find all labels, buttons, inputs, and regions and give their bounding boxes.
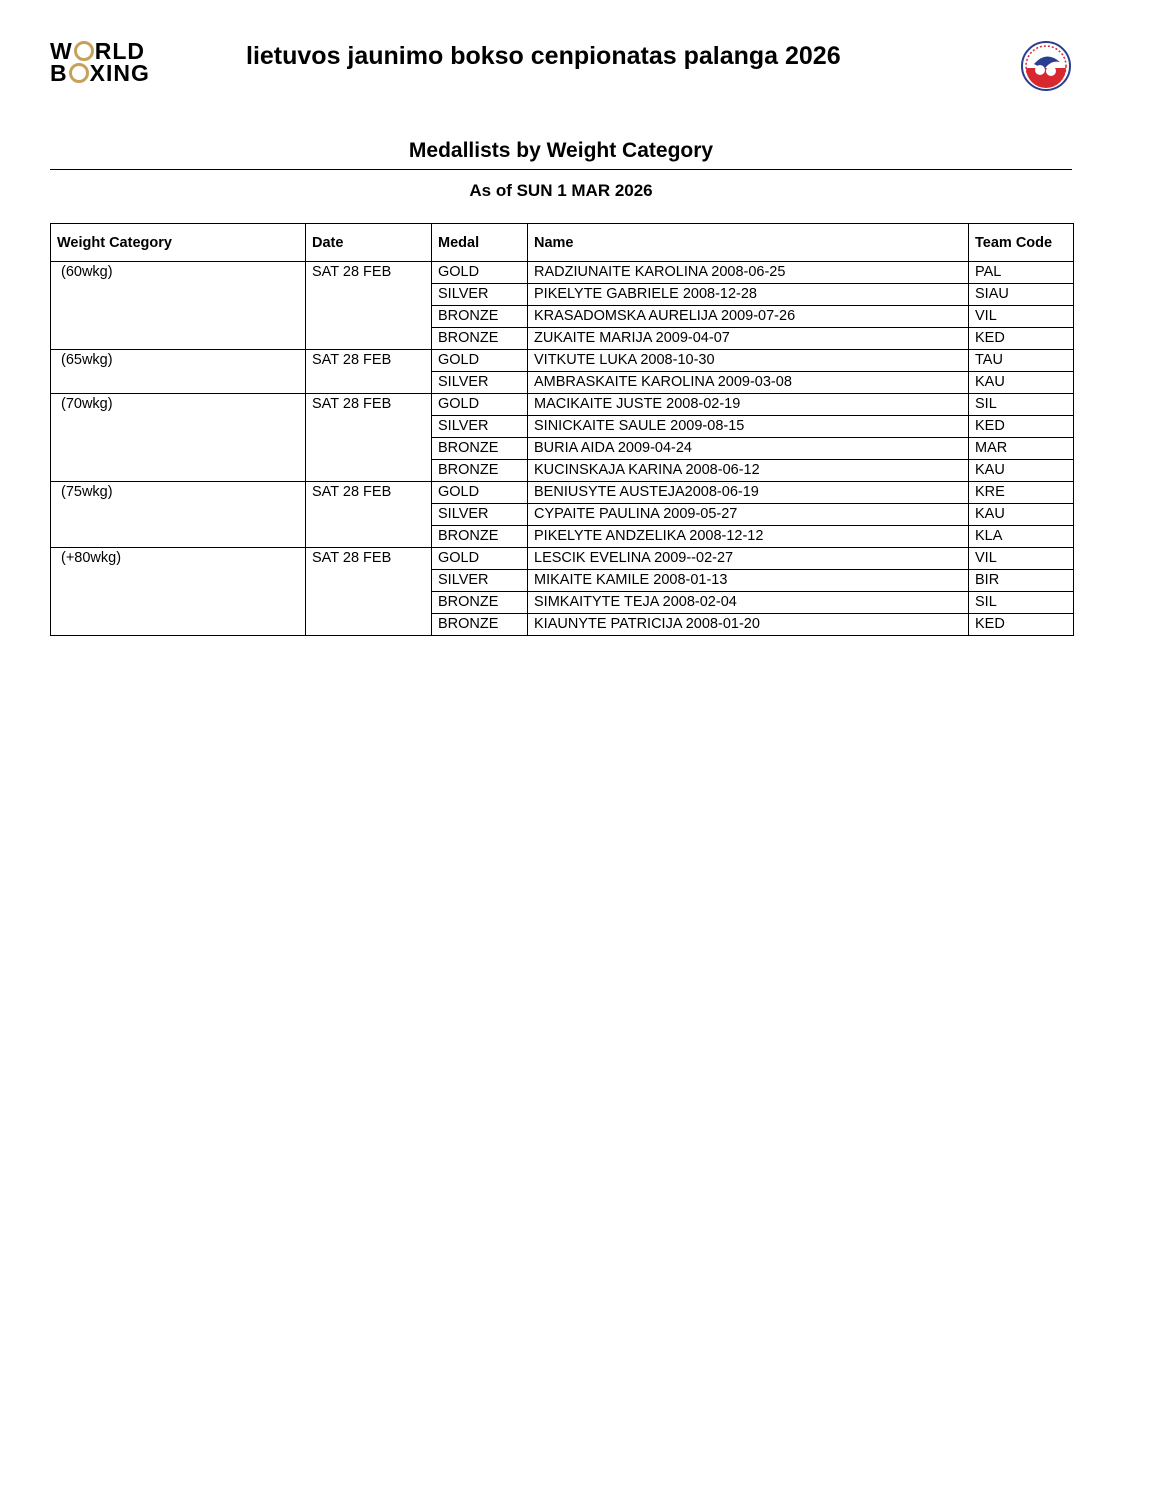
table-row [51, 482, 1074, 504]
team-code-cell: KAU [969, 372, 1074, 394]
medal-cell: GOLD [432, 394, 528, 416]
weight-category-cell: (60wkg) [51, 262, 306, 350]
weight-category-cell: (+80wkg) [51, 548, 306, 636]
medal-cell: GOLD [432, 350, 528, 372]
team-code-cell: MAR [969, 438, 1074, 460]
column-header-name: Name [528, 224, 969, 262]
name-cell: AMBRASKAITE KAROLINA 2009-03-08 [528, 372, 969, 394]
column-header-weight-category: Weight Category [51, 224, 306, 262]
table-header-row [51, 224, 1074, 262]
name-cell: LESCIK EVELINA 2009--02-27 [528, 548, 969, 570]
team-code-cell: SIL [969, 592, 1074, 614]
page-header [0, 0, 1152, 110]
column-header-medal: Medal [432, 224, 528, 262]
date-cell: SAT 28 FEB [306, 350, 432, 394]
medal-cell: BRONZE [432, 526, 528, 548]
weight-category-cell: (75wkg) [51, 482, 306, 548]
medal-cell: GOLD [432, 548, 528, 570]
name-cell: BENIUSYTE AUSTEJA2008-06-19 [528, 482, 969, 504]
table-row [51, 350, 1074, 372]
table-row [51, 394, 1074, 416]
name-cell: RADZIUNAITE KAROLINA 2008-06-25 [528, 262, 969, 284]
team-code-cell: VIL [969, 306, 1074, 328]
team-code-cell: KRE [969, 482, 1074, 504]
name-cell: PIKELYTE GABRIELE 2008-12-28 [528, 284, 969, 306]
logo-text: W [50, 38, 73, 64]
team-code-cell: TAU [969, 350, 1074, 372]
medal-cell: SILVER [432, 504, 528, 526]
medal-cell: GOLD [432, 482, 528, 504]
name-cell: KIAUNYTE PATRICIJA 2008-01-20 [528, 614, 969, 636]
medal-cell: SILVER [432, 284, 528, 306]
name-cell: BURIA AIDA 2009-04-24 [528, 438, 969, 460]
title-divider [50, 169, 1072, 170]
name-cell: MACIKAITE JUSTE 2008-02-19 [528, 394, 969, 416]
medal-cell: BRONZE [432, 614, 528, 636]
column-header-date: Date [306, 224, 432, 262]
logo-line-2 [50, 62, 150, 85]
team-code-cell: VIL [969, 548, 1074, 570]
name-cell: VITKUTE LUKA 2008-10-30 [528, 350, 969, 372]
date-cell: SAT 28 FEB [306, 548, 432, 636]
team-code-cell: SIAU [969, 284, 1074, 306]
medal-cell: BRONZE [432, 328, 528, 350]
name-cell: KRASADOMSKA AURELIJA 2009-07-26 [528, 306, 969, 328]
team-code-cell: PAL [969, 262, 1074, 284]
medal-cell: SILVER [432, 372, 528, 394]
team-code-cell: BIR [969, 570, 1074, 592]
world-boxing-logo [50, 40, 190, 86]
team-code-cell: KAU [969, 460, 1074, 482]
logo-text: B [50, 60, 68, 86]
name-cell: ZUKAITE MARIJA 2009-04-07 [528, 328, 969, 350]
logo-text: XING [89, 60, 150, 86]
report-title: Medallists by Weight Category [408, 139, 714, 162]
medal-cell: SILVER [432, 416, 528, 438]
weight-category-cell: (70wkg) [51, 394, 306, 482]
logo-text: RLD [94, 38, 145, 64]
team-code-cell: KED [969, 614, 1074, 636]
medal-cell: BRONZE [432, 306, 528, 328]
date-cell: SAT 28 FEB [306, 394, 432, 482]
table-row [51, 262, 1074, 284]
team-code-cell: SIL [969, 394, 1074, 416]
logo-ring-icon [69, 63, 89, 83]
name-cell: SIMKAITYTE TEJA 2008-02-04 [528, 592, 969, 614]
logo-ring-icon [74, 41, 94, 61]
team-code-cell: KLA [969, 526, 1074, 548]
medal-cell: BRONZE [432, 460, 528, 482]
column-header-team-code: Team Code [969, 224, 1074, 262]
name-cell: PIKELYTE ANDZELIKA 2008-12-12 [528, 526, 969, 548]
date-cell: SAT 28 FEB [306, 482, 432, 548]
medal-cell: BRONZE [432, 438, 528, 460]
medal-cell: SILVER [432, 570, 528, 592]
medal-cell: BRONZE [432, 592, 528, 614]
medallists-table [50, 223, 1074, 636]
name-cell: KUCINSKAJA KARINA 2008-06-12 [528, 460, 969, 482]
as-of-date: As of SUN 1 MAR 2026 [469, 181, 653, 200]
name-cell: MIKAITE KAMILE 2008-01-13 [528, 570, 969, 592]
table-row [51, 548, 1074, 570]
table-body [51, 262, 1074, 636]
federation-emblem-icon [1020, 40, 1072, 92]
event-title: lietuvos jaunimo bokso cenpionatas palanga 2026 [246, 42, 841, 70]
team-code-cell: KED [969, 328, 1074, 350]
team-code-cell: KED [969, 416, 1074, 438]
team-code-cell: KAU [969, 504, 1074, 526]
medal-cell: GOLD [432, 262, 528, 284]
name-cell: CYPAITE PAULINA 2009-05-27 [528, 504, 969, 526]
name-cell: SINICKAITE SAULE 2009-08-15 [528, 416, 969, 438]
weight-category-cell: (65wkg) [51, 350, 306, 394]
date-cell: SAT 28 FEB [306, 262, 432, 350]
